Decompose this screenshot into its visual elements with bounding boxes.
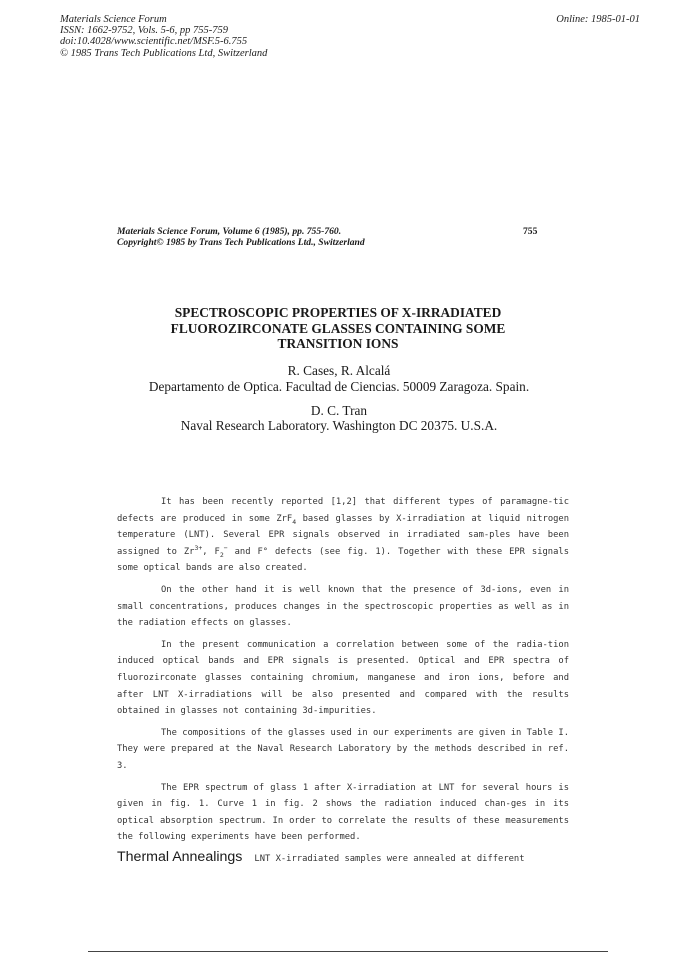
p1-part-a: It has been recently reported [1,2] that different types of paramagne-tic defects are produced in some ZrF bbox=[117, 497, 569, 524]
paper-title bbox=[100, 305, 576, 352]
paragraph-1 bbox=[117, 494, 569, 577]
citation-block bbox=[117, 226, 365, 248]
p1-subscript-4: 4 bbox=[292, 517, 297, 526]
title-line-2: FLUOROZIRCONATE GLASSES CONTAINING SOME bbox=[170, 320, 506, 336]
journal-header bbox=[60, 14, 267, 59]
citation-line-2: Copyright© 1985 by Trans Tech Publications Ltd., Switzerland bbox=[117, 237, 365, 248]
copyright-line: © 1985 Trans Tech Publications Ltd, Switzerland bbox=[60, 47, 268, 59]
p1-superscript-3plus: 3+ bbox=[194, 543, 203, 552]
journal-name: Materials Science Forum bbox=[60, 14, 167, 25]
author-names-1: R. Cases, R. Alcalá bbox=[287, 363, 391, 378]
thermal-annealings-section bbox=[117, 848, 577, 866]
p1-subscript-2: 2 bbox=[219, 550, 224, 559]
paragraph-5: The EPR spectrum of glass 1 after X-irradiation at LNT for several hours is given in fig. 1. Curve 1 in fig. 2 shows the radiation induced chan-ges in its optical absorption spectrum. In order to correlate the results of these measurements the following experiments have been performed. bbox=[117, 782, 569, 843]
paragraph-3: In the present communication a correlation between some of the radia-tion induced optical bands and EPR signals is presented. Optical and EPR spectra of fluorozirconate glasses containing chromium, manganese and iron ions, before and after LNT X-irradiations will be also presented and compared with the results obtained in glasses not containing 3d-impurities. bbox=[117, 639, 569, 717]
p1-part-c: , F bbox=[202, 546, 220, 557]
page-number: 755 bbox=[523, 226, 538, 237]
title-line-3: TRANSITION IONS bbox=[277, 336, 399, 352]
paragraph-4: The compositions of the glasses used in our experiments are given in Table I. They were prepared at the Naval Research Laboratory by the methods described in ref. 3. bbox=[117, 727, 569, 771]
p1-part-d: and F° defects (see fig. 1). Together with these EPR signals some optical bands are also created. bbox=[117, 546, 569, 574]
affiliation-1: Departamento de Optica. Facultad de Ciencias. 50009 Zaragoza. Spain. bbox=[148, 379, 530, 394]
citation-line-1: Materials Science Forum, Volume 6 (1985), pp. 755-760. bbox=[117, 226, 342, 237]
bottom-rule bbox=[88, 951, 608, 952]
online-date: Online: 1985-01-01 bbox=[556, 14, 640, 25]
section-heading-thermal-annealings: Thermal Annealings bbox=[117, 849, 243, 865]
issn-line: ISSN: 1662-9752, Vols. 5-6, pp 755-759 bbox=[60, 25, 228, 37]
author-names-2: D. C. Tran bbox=[310, 403, 368, 418]
body-text bbox=[117, 494, 569, 851]
affiliation-2: Naval Research Laboratory. Washington DC 20375. U.S.A. bbox=[180, 418, 498, 433]
thermal-annealings-text: LNT X-irradiated samples were annealed at different bbox=[254, 854, 525, 864]
title-line-1: SPECTROSCOPIC PROPERTIES OF X-IRRADIATED bbox=[174, 305, 502, 320]
paragraph-2: On the other hand it is well known that the presence of 3d-ions, even in small concentrations, produces changes in the spectroscopic properties as well as in the radiation effects on glasses. bbox=[117, 584, 569, 629]
doi-line: doi:10.4028/www.scientific.net/MSF.5-6.755 bbox=[60, 36, 248, 48]
p1-part-b: based glasses by X-irradiation at liquid nitrogen temperature (LNT). Several EPR signals observed in irradiated sam-ples have been assigned to Zr bbox=[117, 513, 570, 557]
p1-superscript-minus: − bbox=[223, 543, 228, 552]
